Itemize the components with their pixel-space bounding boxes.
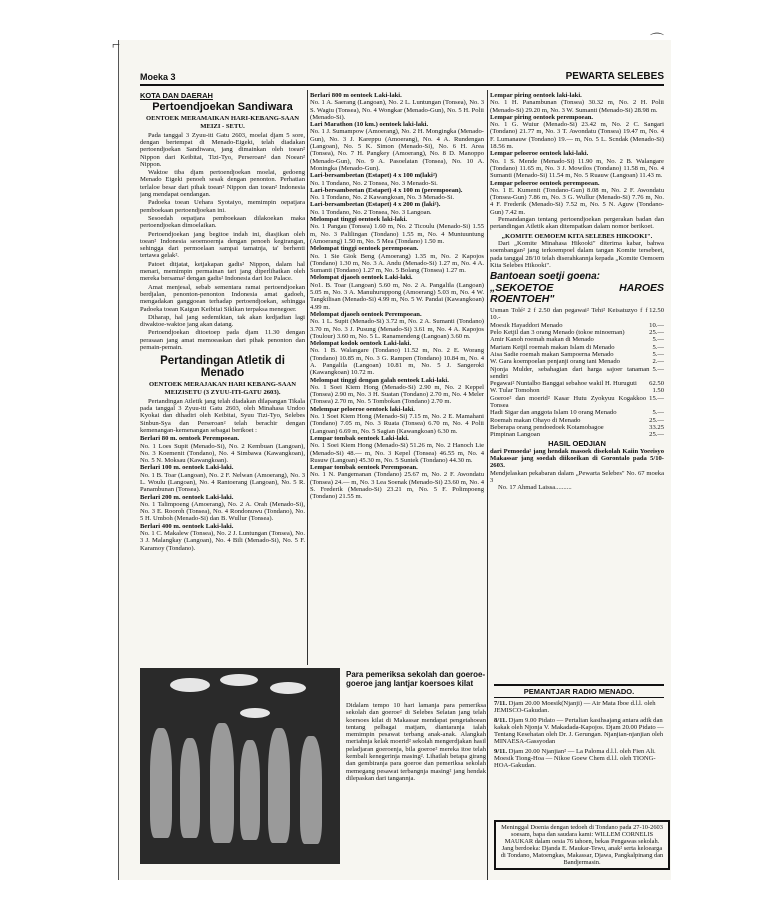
result-entry [310,92,484,121]
donor-name: Njonja Mulder, sebahagian dari harga sajoer tanaman sendiri [490,365,650,380]
result-entry [310,311,484,340]
result-heading: Lempar piring oentoek laki-laki. [490,92,582,99]
donation-title: „SEKOETOE HAROES ROENTOEH" [490,282,664,306]
newspaper-name: PEWARTA SELEBES [565,71,664,82]
result-text: No. 1 Tondano, No. 2 Tonsea, No. 3 Menado-Si. [310,179,438,187]
result-entry [140,523,305,552]
donation-row [490,336,664,343]
article-paragraph: Pertoendjoekan ditoetoep pada djam 11.30 dengan perasaan jang amat memoeaskan dari pihak penonton dan pemain-pemain. [140,329,305,352]
column-divider [307,90,308,665]
exam-line: No. 17 Ahmad Laissa.......... [498,484,572,492]
donation-amount: 1.50 [652,387,664,395]
donor-name: Amir Kanoh roemah makan di Menado [490,336,594,344]
result-text: No. 1 Tondano, No. 2 Tonsea, No. 3 Langoan. [310,208,432,216]
result-text: No. 1 H. Panambunan (Tonsea) 30.32 m, No. 2 H. Polii (Menado-Si) 29.20 m, No. 3 W. Sumanti (Menado-Si) 28.98 m. [490,99,664,114]
result-text: No. 1 B. Toar (Langoan), No. 2 F. Nelwan (Amoerang), No. 3 L. Woulu (Langoan), No. 4 Rantoerang (Langoan), No. 5 R. Panambunan (Tonsea). [140,471,305,494]
article-headline: Pertoendjoekan Sandiwara [152,101,293,114]
donation-amount: 33.25 [649,423,664,431]
donor-name: Pegawai² Nuntalbo Banggai sebahoe wakil H. Huruguti [490,380,637,388]
result-entry [310,464,484,500]
result-heading: Melompat tinggi oentoek perempoean. [310,245,419,253]
radio-date: 7/11. [494,700,508,707]
article-paragraph: Padoeka toean Uehara Syotaiyo, memimpin oepatjara pemboekaan pertoendjoekan ini. [140,199,305,214]
result-text: No. 1 S. Mende (Menado-Si) 11.90 m, No. 2 B. Walangare (Tondano) 11.65 m, No. 3 J. Mowilos (Tondano) 11.58 m, No. 4 Sumanti (Menado-Si) 11.54 m, No. 5 Ruauw (Langoan) 11.43 m. [490,157,664,180]
result-heading: Lempar peloeroe oentoek perempoean. [490,179,600,187]
donation-row [490,395,664,410]
donation-amount: 15.— [649,394,664,402]
donor-name: Goeroe² dan moerid² Kasar Hutu Zyokyuu Kogakkoo Tonsea [490,394,647,409]
result-heading: Lari-bersambeetan (Estapet) 4 x 100 m(laki²) [310,172,438,180]
notice-text: Dari „Komite Minahasa Hikooki" diterima kabar, bahwa soembangan² jang terkoempoel dalam tangan Komite tersebeet, pada tanggal 28/10 telah diserahkannja kepada „Komite Oemoem Kita Selebes Hikooki". [490,239,664,269]
article-paragraph: Pertoendjoekan jang begitoe indah ini, diasjikan oleh toean² Indonesia seoemoernja dengan penoeh kegirangan, sehingga dari permoelaan sampai tamatnja, ta' berhenti tertawa gelak². [140,230,305,260]
news-photo [140,668,340,864]
result-entry [310,377,484,406]
donation-amount: 5.— [652,365,664,373]
result-entry [310,406,484,435]
exam-title: HASIL OEDJIAN [548,439,606,449]
donation-row [490,424,664,431]
result-heading: Lempar peloeroe oentoek laki-laki. [490,150,589,158]
result-heading: Berlari 800 m oentoek Laki-laki. [310,92,402,99]
donation-row [490,344,664,351]
result-text: No. 1 Soei Kiem Hong (Menado-Si) 2.90 m, No. 2 Keppel (Tonsea) 2.90 m, No. 3 H. Suatan (Tondano) 2.70 m, No. 4 Meler (Tonsea) 2.70 m, No. 5 Tombokan (Tondano) 2.70 m. [310,383,484,406]
closing-note: Pemandangan tentang pertoendjoekan pergerakan badan dan pertandingan Atletik akan ditempatkan dalam nomor berikoet. [490,216,664,231]
donor-name: Hadi Sigar dan anggota Islam 10 orang Menado [490,409,617,417]
result-entry [490,92,664,114]
radio-title: PEMANTJAR RADIO MENADO. [494,684,664,698]
result-entry [140,464,305,493]
donation-row [490,307,664,322]
article-headline: Pertandingan Atletik di Menado [160,355,285,380]
column-divider [487,90,488,880]
result-heading: Lari Marathon (10 km.) oentoek laki-laki. [310,121,429,129]
result-entry [310,340,484,376]
donation-row [490,322,664,329]
donor-name: W. Gara koempoelan penjanji orang tani Menado [490,358,620,366]
donation-amount: 5.— [652,409,664,417]
donation-amount: 5.— [652,336,664,344]
donation-amount: 25.— [649,431,664,439]
article-subhead: OENTOEK MERAJAKAN HARI KEBANG-SAAN MEIZISETU (3 ZYUU-ITI-GATU 2603). [149,381,296,396]
result-text: No. 1 B. Walangare (Tondano) 11.52 m, No. 2 E. Worang (Tondano) 10.85 m, No. 3 G. Rampen (Tondano) 10.84 m, No. 4 A. Pangalila (Langoan) 10.81 m, No. 5 J. Sangeroki (Kawangkoan) 10.72 m. [310,347,484,377]
result-text: No. 1 E. Kumenit (Tondano-Gun) 8.08 m, No. 2 F. Awondatu (Tonsea-Gun) 7.86 m, No. 3 G. Wullur (Menado-Si) 7.76 m, No. 4 F. Frederik (Menado-Si) 7.52 m, No. 5 N. Aguw (Tondano-Gun) 7.42 m. [490,186,664,216]
column-2 [310,92,484,667]
article-paragraph: Pada tanggal 3 Zyuu-iti Gatu 2603, moelai djam 5 sore, dengan bertempat di Menado-Eigeki, telah diadakan pertoendjoekan Sandiwara, jang dimainkan oleh toean² Nippon dari Keibitai, Tizi-Tyo, Perseroan² dan Noean² Nippon. [140,131,305,168]
donation-amount: 2.— [652,358,664,366]
result-heading: Melompat djaoeh oentoek Perempoean. [310,310,422,318]
donation-amount: f 12.50 [645,307,664,315]
article-paragraph: Sesoedah oepatjara pemboekaan dilakoekan maka pertoendjoekan dimoelaikan. [140,214,305,230]
result-heading: Lempar tombak oentoek Perempoean. [310,464,418,472]
result-heading: Lempar tombak oentoek Laki-laki. [310,434,409,442]
result-heading: Berlari 80 m. oentoek Perempoean. [140,435,240,443]
obituary-box: Meninggal Doenia dengan tedoeh di Tondano pada 27-10-2603 soesam, bapa dan saudara kami: WILLEM CORNELIS MAUKAR dalam oesia 76 tahoen, bekas Pengawas sekolah. Jang berdoeka: Djanda E. Maukar-Tewu, anak² serta keloearga di Tondano, Matoengkas, Makassar, Djawa, Pangkalpinang dan Bandjermasin. [494,820,670,870]
result-entry [310,121,484,172]
result-entry [490,150,664,179]
result-text: No. 1 N. Pangemanan (Tondano) 25.67 m, No. 2 F. Awondatu (Tonsea) 24.— m, No. 3 Lea Soenak (Menado-Si) 23.60 m, No. 4 S. Frederik (Menado-Si) 23.21 m, No. 5 F. Polimpoeng (Tondano) 21.55 m. [310,471,484,501]
result-heading: Melempar peloeroe oentoek laki-laki. [310,405,415,413]
column-1 [140,92,305,667]
article-body [140,398,305,434]
result-text: No. 1 L. Supit (Menado-Si) 3.72 m, No. 2 A. Sumanti (Tondano) 3.70 m, No. 3 J. Pusung (Menado-Si) 3.61 m, No. 4 A. Kapojos (Toulour) 3.60 m, No. 5 L. Ranamendeng (Langoan) 3.60 m. [310,318,484,340]
results-list [140,435,305,552]
result-heading: Lari-bersambeetan (Estapet) 4 x 100 m (perempoean). [310,186,463,194]
radio-text: Djam 9.00 Pidato — Pertalian kasihsajang antara adik dan kakak oleh Njonja V. Makadada-Kapojos. Djam 20.00 Pidato — Tentang Kesehatan oleh Dr. J. Gerungan. Njanjian-njanjian oleh MINAESA-Gassyodan [494,716,664,746]
result-text: No. 1 Pangau (Tonsea) 1.60 m, No. 2 Ticoulu (Menado-Si) 1.55 m, No. 3 Palilingan (Tondano) 1.55 m, No. 4 Muntuuntung (Amoerang) 1.50 m, No. 5 Mea (Tondano) 1.50 m. [310,223,484,245]
article-paragraph: Amat menjesal, sebab sementara ramai pertoendjoekan berdjalan, penonton-penonton Indonesia amat gadoeh, mengadakan ganggoean terhadap pertoendjoekan, sehingga Padoeka toean Kaigun Keibitai Sikikan terpaksa menegoer. [140,283,305,313]
donor-name: Pimpinan Langoan [490,431,540,439]
result-text: No. 1 Loes Supit (Menado-Si), No. 2 Kembuan (Langoan), No. 3 Koemenit (Tondano), No. 4 Simbawa (Kawangkoan), No. 5 N. Moksau (Kawangkoan). [140,442,305,465]
donation-row [490,329,664,336]
donation-amount: 5.— [652,343,664,351]
result-text: No. 1 Soei Kiem Hong (Menado-Si) 7.15 m, No. 2 E. Mamahani (Tondano) 7.05 m, No. 3 Ruata (Tonsea) 6.70 m, No. 4 Polii (Langoan) 6.69 m, No. 5 Sagian (Kawangkoan) 6.30 m. [310,413,484,435]
result-heading: Lempar piring oentoek perempoean. [490,113,594,121]
donation-row [490,417,664,424]
donor-name: Mariam Ketjil roemah makan Islam di Menado [490,343,615,351]
result-text: No. 1 Soei Kiem Hong (Menado-Si) 51.26 m, No. 2 Hanoch Lie (Menado-Si) 48.— m, No. 3 Kepel (Tonsea) 46.55 m, No. 4 Rusuw (Langoan) 45.30 m, No. 5 Suntek (Tondano) 44.30 m. [310,442,484,464]
result-heading: Melompat tinggi oentoek laki-laki. [310,216,408,224]
donation-row [490,431,664,438]
result-text: No. 1 Sie Giok Beng (Amoerang) 1.35 m, No. 2 Kapojos (Tondano) 1.30 m, No. 3 A. Andu (Menado-Si) 1.27 m, No. 4 A. Sumanti (Tondano) 1.27 m, No. 5 Bolang (Tonsea) 1.27 m. [310,252,484,275]
notice-title: „KOMITE OEMOEM KITA SELEBES HIKOOKI". [501,232,653,240]
result-entry [310,435,484,464]
result-entry [490,180,664,216]
result-heading: Lari-bersambeetan (Estapet) 4 x 200 m (laki²). [310,201,441,209]
result-heading: Berlari 200 m. oentoek Laki-laki. [140,493,234,501]
article-subhead: OENTOEK MERAMAIKAN HARI-KEBANG-SAAN MEIZI - SETU. [145,115,299,130]
result-entry [310,245,484,274]
donor-name: Pelo Ketjil dan 3 orang Menado (tokoe minoeman) [490,329,625,337]
radio-text: Djam 20.00 Moesik(Njanji) — Air Mata Iboe d.l.l. oleh JEMISCO-Gakudan. [494,700,656,715]
donation-list [490,307,664,438]
result-entry [310,201,484,216]
result-entry [490,114,664,150]
donation-row [490,351,664,358]
photo-headline: Para pemeriksa sekolah dan goeroe-goeroe jang lantjar koersoes kilat [346,670,486,688]
donation-row [490,358,664,365]
radio-item [494,748,664,770]
donation-amount: 25.— [649,416,664,424]
result-text: No. 1 A. Saerang (Langoan), No. 2 L. Luntungan (Tonsea), No. 3 S. Wagiu (Tonsea), No. 4 Wongkar (Menado-Gun), No. 5 H. Polii (Menado-Si). [310,99,484,121]
result-entry [310,274,484,310]
article-paragraph: Patoet ditjatat, ketjakapan gadis² Nippon, dalam hal menari, memimpin permainan tari jang diperlihatkan oleh mereka bersama² dengan gadis² Indonesia dari Ice Palace. [140,260,305,283]
article-paragraph: Waktoe tiba djam pertoendjoekan moelai, gedoeng Menado Eigeki penoeh sesak dengan penonton. Perhatian terlaloe besar dari pihak toean² Nippon dan toean² Indonesia jang mendapat oendangan. [140,169,305,199]
radio-date: 9/11. [494,747,508,755]
article-paragraph: Pertandingan Atletik jang telah diadakan dilapangan Tikala pada tanggal 3 Zyuu-iti Gatu 2603, oleh Minahasa Undoo Kyokai dan dihadiri oleh Keibitai, Syuu Tizi-Tyo, Selebes Sinbun-Sya dan Perseroan² telah berachir dengan kemenangan-kemenangan sebagai berikoet : [140,397,305,434]
result-entry [140,494,305,523]
result-text: No. 1 Talimpoeng (Amoerang), No. 2 A. Orah (Menado-Si), No. 3 E. Rooroh (Tonsea), No. 4 Rondonuwu (Tondano), No. 5 H. Umboh (Menado-Si) dan B. Wullur (Tonsea). [140,500,305,523]
scan-edge-mark: ⌒ [650,34,664,49]
donation-amount: 5.— [652,350,664,358]
result-text: No1. B. Toar (Langoan) 5.60 m, No. 2 A. Pangalila (Langoan) 5.05 m, No. 3 A. Manuhuruppong (Amoerang) 5.03 m, No. 4 W. Tangkilisan (Menado-Si) 4.99 m, No. 5 W. Pandai (Kawangkoan) 4.99 m. [310,281,484,311]
donor-name: Roemah makan Ohayo di Menado [490,416,581,424]
result-text: No. 1 G. Wuiur (Menado-Si) 23.42 m, No. 2 C. Sangari (Tondano) 21.77 m, No. 3 T. Awondatu (Tonsea) 19.47 m, No. 4 F. Lumanauw (Tondano) 19.— m, No. 5 L. Scndak (Menado-Si) 18.56 m. [490,121,664,151]
scan-corner-mark: ⌐ [112,38,120,53]
donor-name: Beberapa orang pendoedoek Kotamobagoe [490,423,604,431]
result-heading: Melompat kodok oentoek Laki-laki. [310,340,412,348]
radio-text: Djam 20.00 Njanjian² — La Paloma d.l.l. oleh Fien Ali. Moesik Tiong-Hoa — Nikoe Goew Chem d.l.l. oleh TIONG-HOA-Gakudan. [494,747,656,770]
donation-amount: 10.— [649,321,664,329]
radio-item [494,700,664,715]
article-body [140,132,305,352]
page-number: Moeka 3 [140,72,176,82]
result-text: No. 1 Tondano, No. 2 Kawangkoan, No. 3 Menado-Si. [310,194,455,202]
donor-name: W. Tular Tomohon [490,387,540,395]
result-heading: Melompat tinggi dengan galah oentoek Laki-laki. [310,376,449,384]
donation-amount: 62.50 [649,380,664,388]
donation-row [490,409,664,416]
donor-name: Aisa Sadie roemah makan Sampoerna Menado [490,350,614,358]
donation-row [490,387,664,394]
result-heading: Berlari 400 m. oentoek Laki-laki. [140,522,234,530]
radio-item [494,717,664,746]
section-label: KOTA DAN DAERAH [140,92,213,100]
donation-row [490,380,664,387]
donor-name: Moesik Hayaddori Menado [490,321,563,329]
results-list [490,92,664,216]
radio-schedule [494,684,664,770]
photo-article-text: Didalam tempo 10 hari lamanja para pemeriksa sekolah dan goeroe² di Selebes Selatan jang telah koersoes kilat di Makassar mendapat pengetahoean tentang pelbagai matjam, diantaranja ialah memimpin pesawat terbang anak-anak. Alangkah meriahnja kelak moerid² sekolah mengerdjakan hasil peladjaran goeroenja, bila goeroe² mereka itoe telah kembali kenegerinja masing². Lihatlah betapa girang dan gembiranja para goeroe dan pemeriksa sekolah memegang pesawat terbangnja masing² jang hendak dilepaskan dari tangannja. [346,702,486,782]
radio-date: 8/11. [494,716,508,724]
exam-lead: dari Pemoeda² jang hendak masoek disekolah Kaiin Yoeeisyo Makassar jang soedah diikoeikan di Gorontalo pada 5/10-2603. [490,447,664,470]
column-3 [490,92,664,667]
exam-text: Mendjelaskan pekabaran dalam „Pewarta Selebes" No. 67 moeka 3 [490,469,664,484]
results-list [310,92,484,501]
result-heading: Berlari 100 m. oentoek Laki-laki. [140,464,234,472]
header-rule [140,84,664,86]
article-paragraph: Diharap, hal jang sedemikian, tak akan kedjadian lagi diwaktoe-waktoe jang akan datang. [140,313,305,329]
donation-row [490,366,664,381]
donation-kicker: Bantoean soetji goena: [490,271,601,283]
result-entry [310,187,484,202]
result-text: No. 1 J. Sumampow (Amoerang), No. 2 H. Mongingka (Menado-Gun), No. 3 J. Kareppu (Amoerang), No. 4 A. Rundengan (Langoan), No. 5 K. Simon (Menado-Si), No. 6 H. Area (Tonsea), No. 7 H. Pangkey (Amoerang), No. 8 D. Manoppo (Menado-Gun), No. 9 A. Pasoelatan (Tonsea), No. 10 A. Moningka (Menado-Gun). [310,128,484,172]
donation-amount: 25.— [649,329,664,337]
result-entry [310,172,484,187]
result-text: No. 1 C. Makalew (Tonsea), No. 2 J. Luntungan (Tonsea), No. 3 J. Malangkay (Langoan), No. 4 Bili (Menado-Si), No. 5 F. Karamoy (Tondano). [140,530,305,552]
donor-name: Usman Tolé² 2 f 2.50 dan pegawai² Tehi² Keisatuzyo f 10.- [490,307,643,322]
result-entry [310,216,484,245]
result-heading: Melompat djaoeh oentoek Laki-laki. [310,274,413,282]
result-entry [140,435,305,464]
